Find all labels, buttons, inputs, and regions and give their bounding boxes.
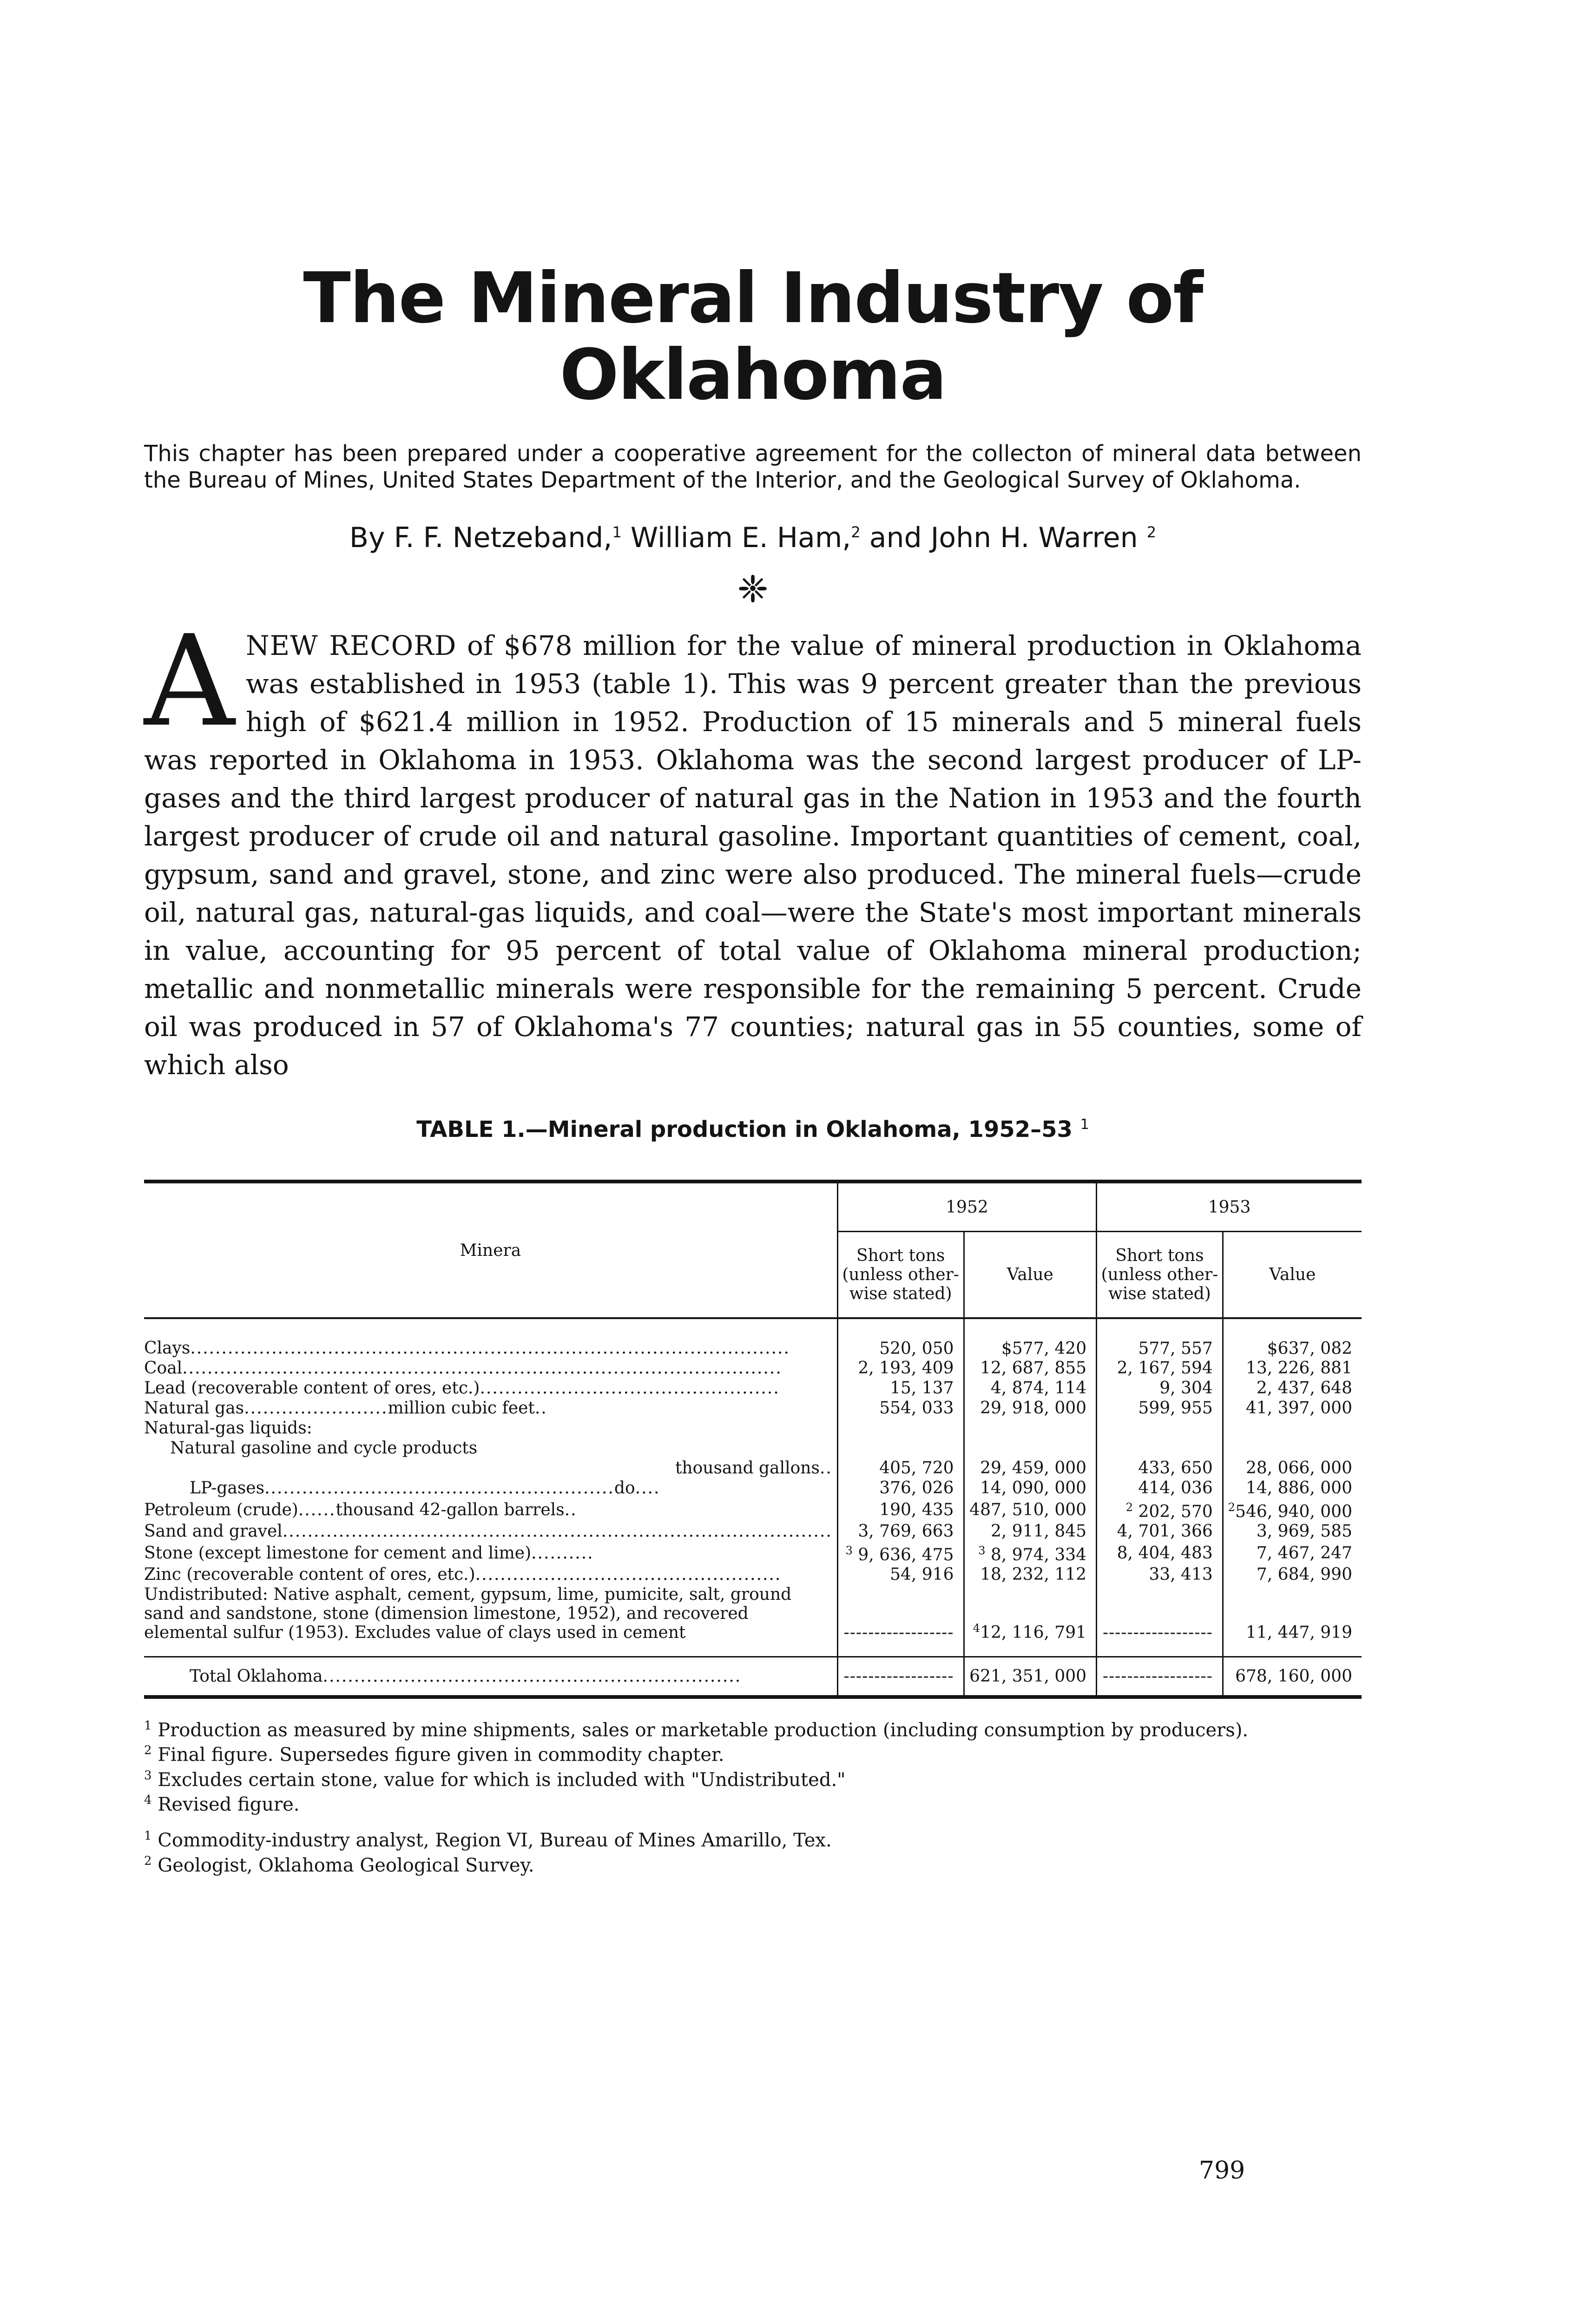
footnote-ref: 3	[845, 1544, 853, 1557]
row-unit: do	[614, 1479, 635, 1498]
table-row	[144, 1378, 1362, 1398]
table-footnotes	[144, 1716, 1362, 1875]
cell-value-1952: 29, 459, 000	[964, 1458, 1097, 1478]
table-row: thousand gallons.. 405, 720 29, 459, 000 433, 650 28, 066, 000	[144, 1458, 1362, 1478]
cell-value-1953: 41, 397, 000	[1223, 1398, 1362, 1418]
header-value-1952: Value	[964, 1232, 1097, 1319]
table-row	[144, 1521, 1362, 1541]
header-year-1953: 1953	[1097, 1182, 1362, 1232]
row-label: Natural gas	[144, 1399, 244, 1418]
byline-sup-2: 2	[851, 523, 861, 541]
table-row	[144, 1318, 1362, 1358]
leader-dots: ........................................................	[264, 1479, 614, 1498]
cell-value-1953: 2, 437, 648	[1223, 1378, 1362, 1398]
cell-tons-1953: 577, 557	[1097, 1318, 1223, 1358]
table-row	[144, 1585, 1362, 1657]
cell-value-1952: 12, 687, 855	[964, 1358, 1097, 1378]
page	[144, 260, 1362, 1875]
cell-value-1952: 8, 974, 334	[990, 1545, 1087, 1565]
cell-tons-1953: 9, 304	[1097, 1378, 1223, 1398]
table-row	[144, 1438, 1362, 1458]
cell-tons-1952: 376, 026	[837, 1478, 964, 1498]
table-row: Natural gas.......................million cubic feet.. 554, 033 29, 918, 000 599, 955 41, 397, 000	[144, 1398, 1362, 1418]
cell-value-1952: 2, 911, 845	[964, 1521, 1097, 1541]
cell-value-1953: 546, 940, 000	[1235, 1502, 1352, 1521]
leader-dots: ................................................	[480, 1379, 780, 1398]
cell-tons-1953: 599, 955	[1097, 1398, 1223, 1418]
table-row-total	[144, 1657, 1362, 1697]
cell-value-1952: 18, 232, 112	[964, 1565, 1097, 1585]
intro-text: of $678 million for the value of mineral production in Oklahoma was established in 1953 (table 1). This was 9 percent greater than the previous high of $621.4 million in 1952. Production of 15 minerals and 5 mineral fuels was reported in Oklahoma in 1953. Oklahoma was the second largest producer of LP-gases and the third largest producer of natural gas in the Nation in 1953 and the fourth largest producer of crude oil and natural gasoline. Important quantities of cement, coal, gypsum, sand and gravel, stone, and zinc were also produced. The mineral fuels—crude oil, natural gas, natural-gas liquids, and coal—were the State's most important minerals in value, accounting for 95 percent of total value of Oklahoma mineral production; metallic and nonmetallic minerals were responsible for the remaining 5 percent. Crude oil was produced in 57 of Oklahoma's 77 counties; natural gas in 55 counties, some of which also	[144, 630, 1362, 1081]
cell-tons-1953: 8, 404, 483	[1097, 1541, 1223, 1565]
cell-value-1952: 487, 510, 000	[964, 1498, 1097, 1521]
table-row: Petroleum (crude)......thousand 42-gallon barrels.. 190, 435 487, 510, 000 $^2$ 202, 570 $^2$546, 940, 000	[144, 1498, 1362, 1521]
row-unit: thousand 42-gallon barrels	[336, 1500, 565, 1519]
row-label: Coal	[144, 1359, 183, 1378]
header-mineral: Minera	[144, 1182, 837, 1318]
table-row	[144, 1565, 1362, 1585]
cell-value-1953: 13, 226, 881	[1223, 1358, 1362, 1378]
cell-value-1953: 28, 066, 000	[1223, 1458, 1362, 1478]
header-year-1952: 1952	[837, 1182, 1096, 1232]
byline	[144, 522, 1362, 554]
cell-tons-1953: 433, 650	[1097, 1458, 1223, 1478]
page-number: 799	[1199, 2157, 1245, 2185]
cell-tons-1953: 33, 413	[1097, 1565, 1223, 1585]
drop-cap: A	[144, 608, 235, 754]
cell-value-1953: 11, 447, 919	[1223, 1585, 1362, 1657]
byline-author-2: William E. Ham,	[621, 522, 851, 554]
cell-value-1952: $577, 420	[964, 1318, 1097, 1358]
cell-tons-1952: 2, 193, 409	[837, 1358, 964, 1378]
row-unit: million cubic feet	[388, 1399, 535, 1418]
byline-author-1: By F. F. Netzeband,	[349, 522, 612, 554]
header-tons-1952: Short tons (unless other-wise stated)	[837, 1232, 964, 1319]
row-label: Clays	[144, 1339, 191, 1358]
row-unit: thousand gallons	[675, 1459, 820, 1478]
cell-tons-1953: 202, 570	[1138, 1502, 1213, 1521]
row-label: Undistributed: Native asphalt, cement, gypsum, lime, pumicite, salt, ground sand and sandstone, stone (dimension limestone, 1952), and recovered elemental sulfur (1953). Excludes value of clays used in cement	[144, 1585, 792, 1642]
page-title: The Mineral Industry of Oklahoma	[303, 258, 1203, 416]
row-label: Stone (except limestone for cement and lime)	[144, 1543, 532, 1563]
table-row	[144, 1541, 1362, 1565]
cell-tons-1952: 190, 435	[837, 1498, 964, 1521]
ornament-icon: ❈	[737, 568, 769, 611]
empty-dash: ------------------	[843, 1623, 954, 1642]
leader-dots: .......................	[244, 1399, 388, 1418]
cell-value-1952: 621, 351, 000	[964, 1657, 1097, 1697]
intro-paragraph	[144, 608, 1362, 1084]
footnote-ref: 4	[973, 1622, 981, 1635]
leader-dots: ........................................................................................	[282, 1522, 832, 1541]
cell-value-1952: 29, 918, 000	[964, 1398, 1097, 1418]
cell-value-1952: 12, 116, 791	[980, 1623, 1087, 1642]
row-label: Natural gasoline and cycle products	[170, 1439, 478, 1458]
row-label: Total Oklahoma	[190, 1667, 323, 1686]
footnote-ref: 3	[978, 1544, 986, 1557]
table-caption-sup: 1	[1080, 1116, 1089, 1133]
cell-tons-1953: 414, 036	[1097, 1478, 1223, 1498]
table-caption-text: TABLE 1.—Mineral production in Oklahoma, 1952–53	[416, 1116, 1073, 1142]
cell-value-1953: 678, 160, 000	[1223, 1657, 1362, 1697]
footnote: $^3$ Excludes certain stone, value for which is included with "Undistributed."	[144, 1768, 846, 1790]
header-tons-1953: Short tons (unless other-wise stated)	[1097, 1232, 1223, 1319]
cell-value-1953: $637, 082	[1223, 1318, 1362, 1358]
cell-value-1953: 3, 969, 585	[1223, 1521, 1362, 1541]
cell-tons-1952: 405, 720	[837, 1458, 964, 1478]
cell-value-1952: 14, 090, 000	[964, 1478, 1097, 1498]
row-label: Sand and gravel	[144, 1522, 283, 1541]
cell-value-1953: 7, 467, 247	[1223, 1541, 1362, 1565]
byline-sup-3: 2	[1146, 523, 1157, 541]
byline-author-3: and John H. Warren	[860, 522, 1147, 554]
footnote: $^1$ Production as measured by mine shipments, sales or marketable production (including consumption by producers).	[144, 1719, 1249, 1741]
footnote-ref: 2	[1125, 1501, 1133, 1514]
table-row	[144, 1358, 1362, 1378]
cell-tons-1952: 15, 137	[837, 1378, 964, 1398]
leader-dots: ................................................................................................	[190, 1339, 790, 1358]
empty-dash: ------------------	[1102, 1667, 1213, 1686]
table-caption	[144, 1116, 1362, 1142]
cell-tons-1952: 9, 636, 475	[858, 1545, 954, 1565]
chapter-note: This chapter has been prepared under a cooperative agreement for the collecton of mineral data between the Bureau of Mines, United States Department of the Interior, and the Geological Survey of Oklahoma.	[144, 441, 1362, 493]
leader-dots: ................................................................................................	[182, 1359, 782, 1378]
author-note: $^1$ Commodity-industry analyst, Region VI, Bureau of Mines Amarillo, Tex.	[144, 1829, 832, 1851]
row-label: Petroleum (crude)	[144, 1500, 298, 1519]
empty-dash: ------------------	[1102, 1623, 1213, 1642]
row-label: LP-gases	[190, 1479, 265, 1498]
cell-value-1952: 4, 874, 114	[964, 1378, 1097, 1398]
footnote-ref: 2	[1228, 1501, 1236, 1514]
leader-dots: ..........	[531, 1543, 594, 1563]
cell-tons-1953: 2, 167, 594	[1097, 1358, 1223, 1378]
leader-dots: ......	[298, 1500, 336, 1519]
author-note: $^2$ Geologist, Oklahoma Geological Survey.	[144, 1854, 534, 1876]
leader-dots: .................................................	[475, 1565, 782, 1584]
leader-dots: ...................................................................	[322, 1667, 742, 1686]
empty-dash: ------------------	[843, 1667, 954, 1686]
cell-value-1953: 7, 684, 990	[1223, 1565, 1362, 1585]
row-label: Natural-gas liquids:	[144, 1419, 312, 1438]
table-row: LP-gases........................................................do.... 376, 026 14, 090, 000 414, 036 14, 886, 000	[144, 1478, 1362, 1498]
footnote: $^4$ Revised figure.	[144, 1793, 300, 1816]
footnote: $^2$ Final figure. Supersedes figure given in commodity chapter.	[144, 1743, 724, 1766]
row-label: Lead (recoverable content of ores, etc.)	[144, 1379, 480, 1398]
author-notes	[144, 1826, 1362, 1875]
cell-tons-1952: 3, 769, 663	[837, 1521, 964, 1541]
cell-tons-1952: 54, 916	[837, 1565, 964, 1585]
cell-tons-1952: 520, 050	[837, 1318, 964, 1358]
mineral-production-table	[144, 1180, 1362, 1699]
header-value-1953: Value	[1223, 1232, 1362, 1319]
byline-sup-1: 1	[612, 523, 622, 541]
row-label: Zinc (recoverable content of ores, etc.)	[144, 1565, 475, 1584]
cell-value-1953: 14, 886, 000	[1223, 1478, 1362, 1498]
cell-tons-1952: 554, 033	[837, 1398, 964, 1418]
table-row	[144, 1418, 1362, 1438]
cell-tons-1953: 4, 701, 366	[1097, 1521, 1223, 1541]
intro-lead: NEW RECORD	[246, 630, 457, 661]
